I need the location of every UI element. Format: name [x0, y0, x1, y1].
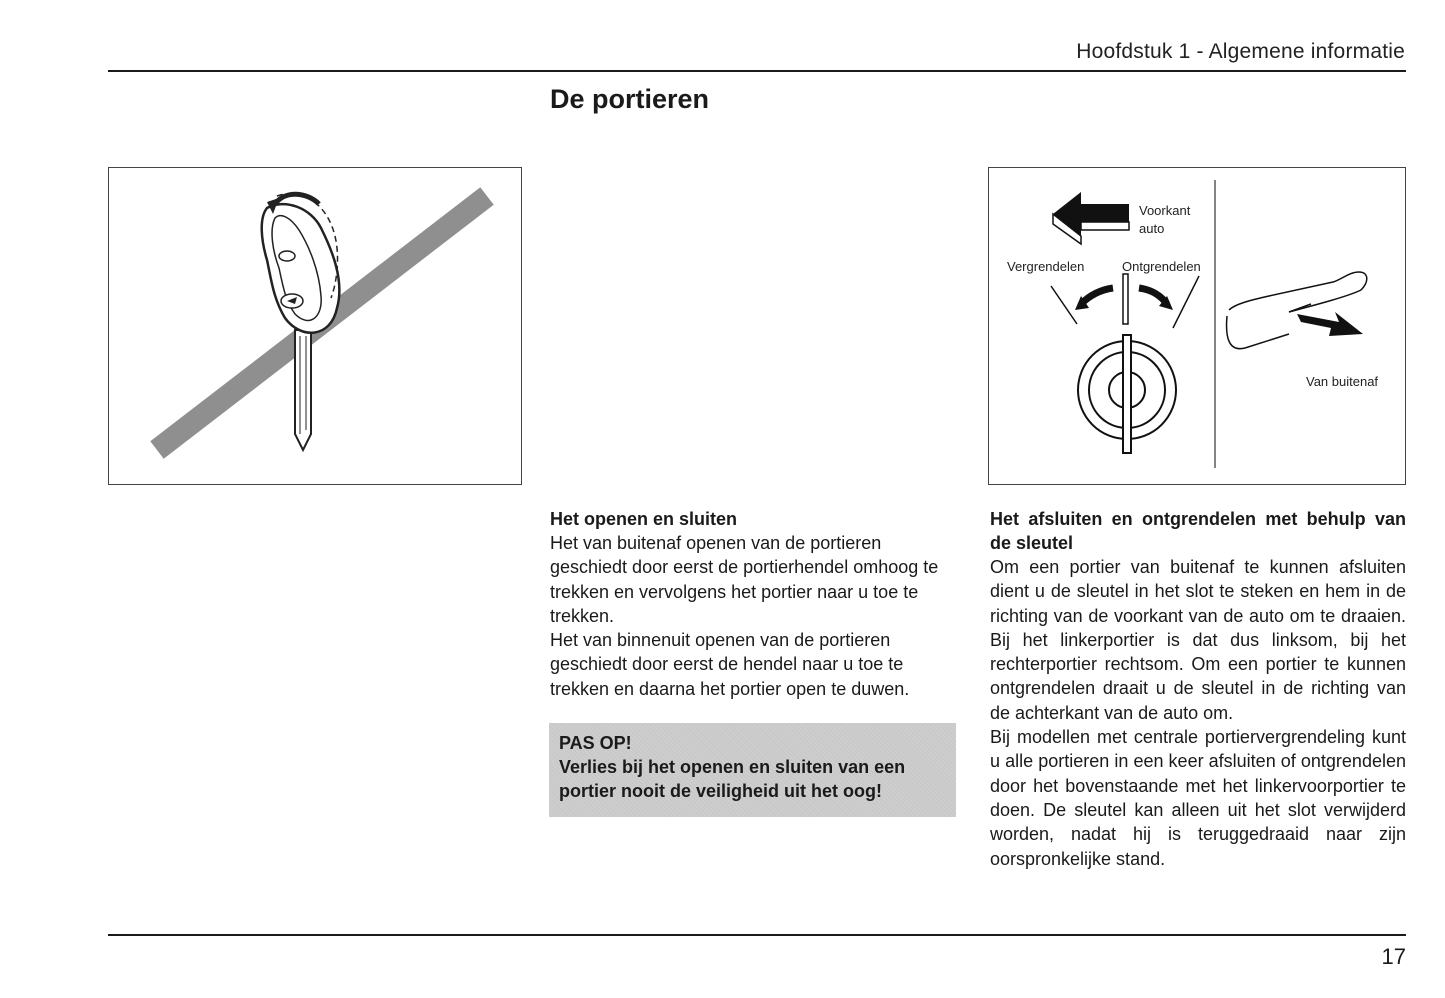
lock-diagram-figure — [988, 167, 1406, 485]
key-remote-icon — [109, 168, 521, 484]
locking-paragraph-2: Bij modellen met centrale portiervergrendeling kunt u alle portieren in een keer afsluiten of ontgrendelen door het bovenstaande met het linkervoorportier te doen. De sleutel kan alleen uit het slot verwijderd worden, nadat hij is teruggedraaid naar zijn oorspronkelijke stand. — [990, 727, 1406, 869]
warning-title: PAS OP! — [559, 733, 632, 753]
opening-paragraph-2: Het van binnenuit openen van de portieren geschiedt door eerst de hendel naar u toe te trekken en daarna het portier open te duwen. — [550, 630, 910, 699]
warning-text: Verlies bij het openen en sluiten van een portier nooit de veiligheid uit het oog! — [559, 757, 906, 801]
section-locking — [990, 507, 1406, 871]
chapter-header: Hoofdstuk 1 - Algemene informatie — [1076, 40, 1405, 63]
label-ontgrendelen: Ontgrendelen — [1122, 259, 1201, 274]
label-van-buitenaf: Van buitenaf — [1306, 374, 1379, 389]
section-heading-locking: Het afsluiten en ontgrendelen met behulp van de sleutel — [990, 509, 1406, 553]
warning-box — [549, 723, 956, 817]
page-number: 17 — [1381, 944, 1406, 969]
label-vergrendelen: Vergrendelen — [1007, 259, 1085, 274]
section-opening — [550, 507, 958, 701]
header-rule — [108, 70, 1406, 72]
key-figure — [108, 167, 522, 485]
opening-paragraph-1: Het van buitenaf openen van de portieren geschiedt door eerst de portierhendel omhoog te trekken en vervolgens het portier naar u toe te trekken. — [550, 533, 939, 626]
label-voorkant: Voorkant — [1139, 203, 1191, 218]
section-heading-opening: Het openen en sluiten — [550, 509, 738, 529]
footer-rule — [108, 934, 1406, 936]
lock-diagram-icon — [989, 168, 1405, 484]
locking-paragraph-1: Om een portier van buitenaf te kunnen afsluiten dient u de sleutel in het slot te steken en hem in de richting van de voorkant van de auto om te draaien. Bij het linkerportier is dat dus linksom, bij het rechterportier rechtsom. Om een portier te kunnen ontgrendelen draait u de sleutel in de richting van de achterkant van de auto om. — [990, 557, 1406, 723]
label-auto: auto — [1139, 221, 1165, 236]
page-title: De portieren — [550, 84, 710, 114]
